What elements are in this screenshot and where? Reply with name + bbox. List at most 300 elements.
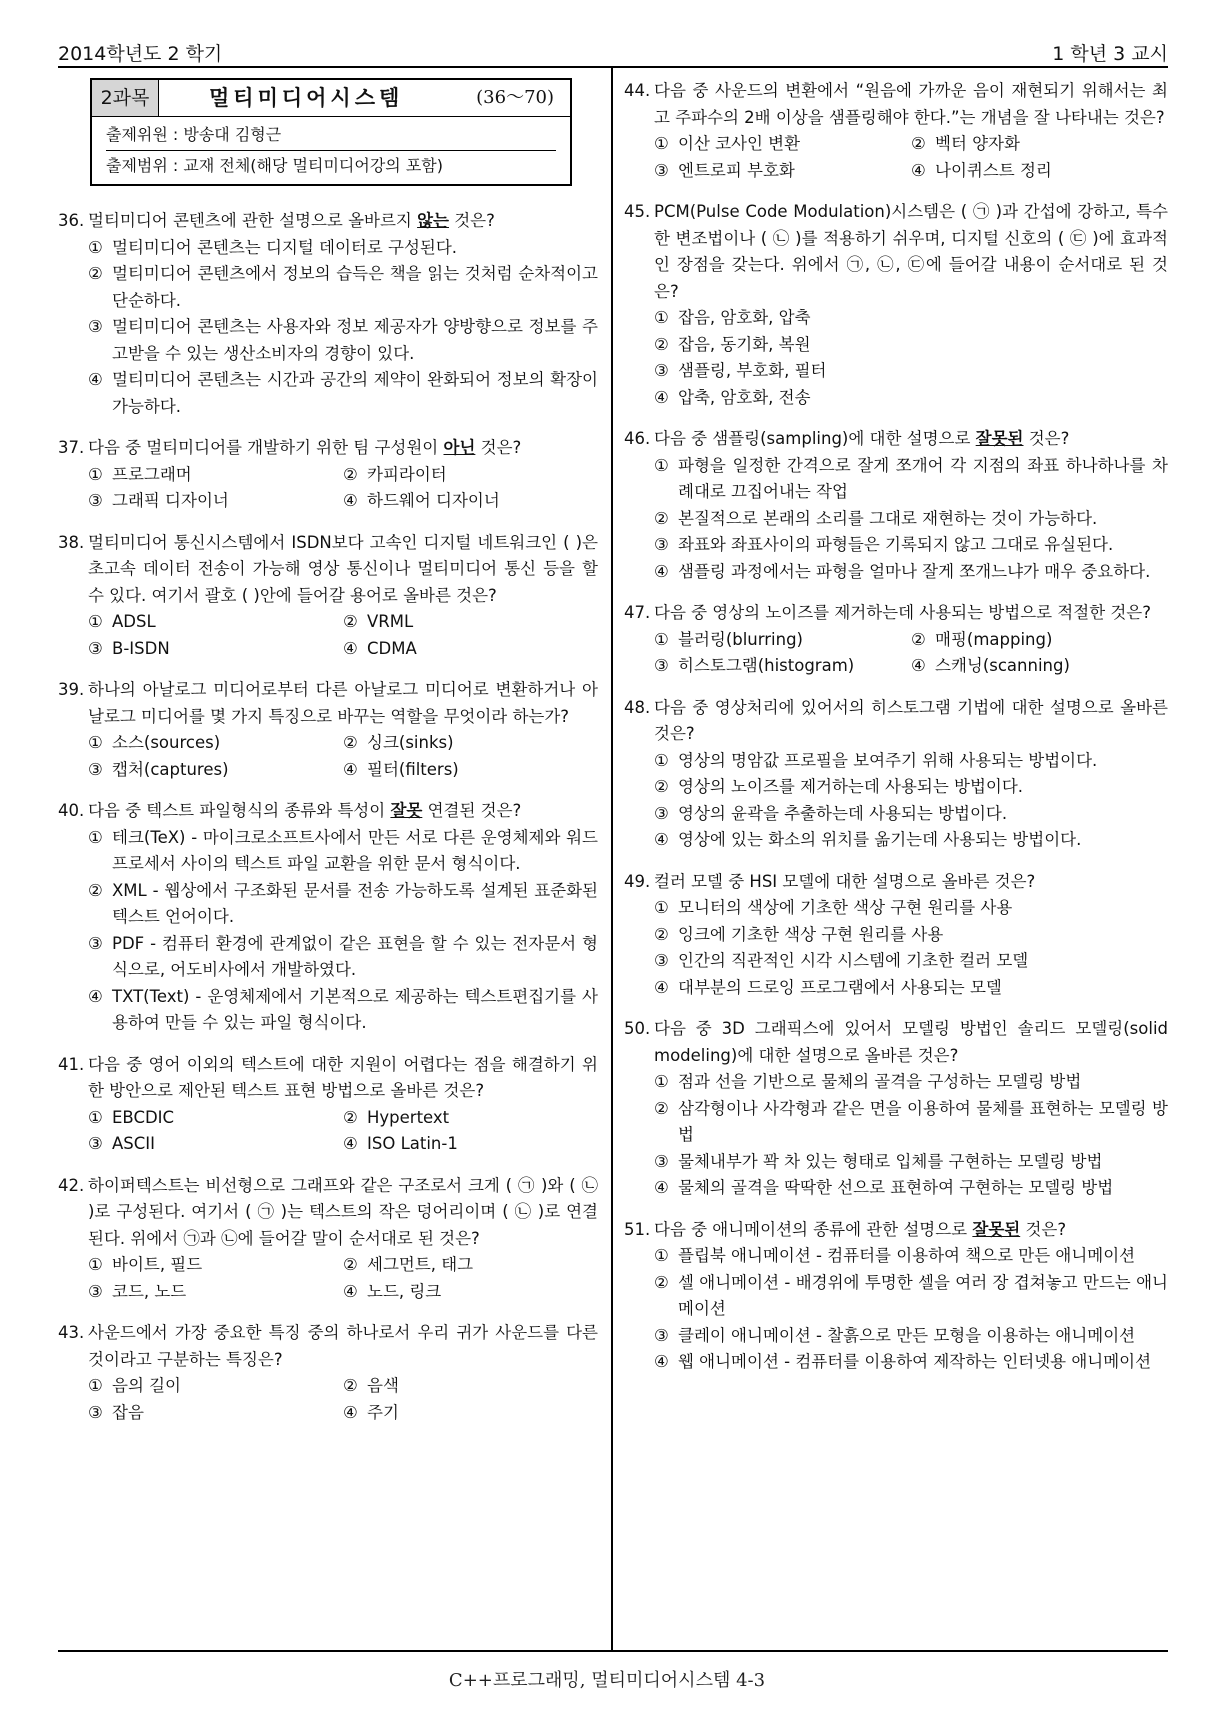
question-number: 40. (58, 801, 85, 820)
question-text-main: 하나의 아날로그 미디어로부터 다른 아날로그 미디어로 변환하거나 아날로그 미디어를 몇 가지 특징으로 바꾸는 역할을 무엇이라 하는가? (88, 680, 598, 726)
answer-option (343, 462, 598, 489)
option-text: 영상의 윤곽을 추출하는데 사용되는 방법이다. (678, 803, 1008, 823)
question-47 (624, 600, 1168, 680)
question-stem (624, 1217, 1168, 1244)
option-marker: ② (343, 1107, 358, 1127)
question-number: 44. (624, 81, 651, 100)
option-text: 주기 (367, 1402, 399, 1422)
option-marker: ① (88, 1376, 103, 1395)
period-label: 1 학년 3 교시 (1052, 43, 1168, 65)
answer-options (624, 1243, 1168, 1376)
question-stem (624, 600, 1168, 627)
question-number: 41. (58, 1054, 85, 1074)
option-text: 멀티미디어 콘텐츠는 시간과 공간의 제약이 완화되어 정보의 확장이 가능하다. (112, 370, 598, 416)
option-text: 음색 (367, 1376, 399, 1395)
question-number: 50. (624, 1019, 651, 1038)
question-text (654, 695, 1168, 748)
option-marker: ② (88, 264, 103, 283)
option-text: 세그먼트, 태그 (367, 1255, 474, 1274)
option-marker: ③ (88, 933, 103, 953)
option-marker: ① (654, 134, 669, 153)
footer-rule (58, 1650, 1168, 1652)
answer-option (654, 774, 1168, 801)
option-marker: ④ (343, 638, 358, 658)
question-39 (58, 677, 598, 783)
question-37 (58, 435, 598, 515)
question-text-main: 하이퍼텍스트는 비선형으로 그래프와 같은 구조로서 크게 ( ㉠ )와 ( ㉡ )로 구성된다. 여기서 ( ㉠ )는 텍스트의 작은 덩어리이며 ( ㉡ )로 연결된다. 위에서 ㉠과 ㉡에 들어갈 말이 순서대로 된 것은? (88, 1175, 598, 1248)
question-stem (624, 78, 1168, 131)
question-number: 36. (58, 211, 85, 230)
option-text: 멀티미디어 콘텐츠는 디지털 데이터로 구성된다. (112, 237, 458, 257)
question-text-main: 다음 중 샘플링(sampling)에 대한 설명으로 (654, 429, 976, 448)
question-text-main: 다음 중 영어 이외의 텍스트에 대한 지원이 어렵다는 점을 해결하기 위한 방안으로 제안된 텍스트 표현 방법으로 올바른 것은? (88, 1054, 598, 1100)
answer-option (654, 131, 911, 158)
question-text (88, 798, 598, 825)
option-marker: ② (654, 1272, 669, 1292)
answer-option (654, 506, 1168, 533)
question-stem (624, 426, 1168, 453)
question-number: 37. (58, 438, 85, 457)
question-text (654, 1217, 1168, 1244)
question-stem (58, 208, 598, 235)
option-text: 엔트로피 부호화 (678, 160, 795, 180)
option-text: ASCII (112, 1134, 156, 1153)
option-text: 물체내부가 꽉 차 있는 형태로 입체를 구현하는 모델링 방법 (678, 1151, 1103, 1171)
answer-option (343, 1279, 598, 1306)
question-stem (58, 798, 598, 825)
answer-option (88, 931, 598, 984)
option-text: 코드, 노드 (112, 1281, 187, 1301)
option-marker: ④ (343, 1402, 358, 1422)
question-number: 48. (624, 697, 651, 717)
option-text: 점과 선을 기반으로 물체의 골격을 구성하는 모델링 방법 (678, 1072, 1082, 1091)
option-text: ADSL (112, 612, 156, 631)
question-text (88, 208, 598, 235)
left-column (58, 78, 598, 1441)
answer-option (654, 653, 911, 680)
answer-option (88, 757, 343, 784)
option-marker: ① (654, 1072, 669, 1091)
answer-option (911, 131, 1168, 158)
option-text: 벡터 양자화 (935, 134, 1020, 153)
option-text: 매핑(mapping) (935, 629, 1053, 649)
option-text: 영상의 명암값 프로필을 보여주기 위해 사용되는 방법이다. (678, 750, 1098, 770)
answer-option (343, 757, 598, 784)
subject-tag: 2과목 (92, 80, 159, 116)
page-header (58, 34, 1168, 66)
option-marker: ④ (343, 759, 358, 779)
option-marker: ① (88, 733, 103, 752)
answer-option (911, 653, 1168, 680)
answer-option (343, 1105, 598, 1132)
option-text: B-ISDN (112, 638, 170, 658)
answer-option (88, 367, 598, 420)
answer-option (343, 1400, 598, 1427)
question-text (654, 78, 1168, 131)
option-text: TXT(Text) - 운영체제에서 기본적으로 제공하는 텍스트편집기를 사용하여 만들 수 있는 파일 형식이다. (112, 986, 598, 1032)
question-40 (58, 798, 598, 1037)
option-text: 모니터의 색상에 기초한 색상 구현 원리를 사용 (678, 898, 1013, 917)
answer-option (654, 1096, 1168, 1149)
answer-option (343, 609, 598, 636)
answer-option (88, 878, 598, 931)
question-text-end: 연결된 것은? (422, 801, 522, 820)
question-stem (58, 1173, 598, 1253)
question-text-end: 것은? (1023, 429, 1070, 448)
option-marker: ③ (88, 317, 103, 336)
option-marker: ④ (88, 370, 103, 389)
answer-option (343, 1373, 598, 1400)
option-text: 하드웨어 디자이너 (367, 491, 500, 510)
question-text-main: 다음 중 영상의 노이즈를 제거하는데 사용되는 방법으로 적절한 것은? (654, 603, 1152, 622)
answer-options (624, 131, 1168, 184)
option-text: 본질적으로 본래의 소리를 그대로 재현하는 것이 가능하다. (678, 508, 1098, 528)
answer-options (624, 305, 1168, 411)
question-number: 49. (624, 871, 651, 891)
question-text (88, 435, 598, 462)
question-text-main: PCM(Pulse Code Modulation)시스템은 ( ㉠ )과 간섭에 강하고, 특수한 변조법이나 ( ㉡ )를 적용하기 쉬우며, 디지털 신호의 ( ㉢ )에 효과적인 장점을 갖는다. 위에서 ㉠, ㉡, ㉢에 들어갈 내용이 순서대로 된 것은? (654, 202, 1168, 301)
option-marker: ③ (654, 1325, 669, 1345)
option-text: PDF - 컴퓨터 환경에 관계없이 같은 표현을 할 수 있는 전자문서 형식으로, 어도비사에서 개발하였다. (112, 933, 598, 979)
option-text: 잡음, 동기화, 복원 (678, 334, 811, 354)
question-38 (58, 530, 598, 663)
option-marker: ② (343, 1255, 358, 1274)
question-number: 47. (624, 603, 651, 622)
option-text: 영상에 있는 화소의 위치를 옮기는데 사용되는 방법이다. (678, 830, 1082, 849)
question-stem (624, 869, 1168, 896)
question-emphasis: 않는 (417, 211, 449, 230)
option-text: 캡처(captures) (112, 759, 229, 779)
question-44 (624, 78, 1168, 184)
option-text: 그래픽 디자이너 (112, 491, 229, 510)
option-text: 플립북 애니메이션 - 컴퓨터를 이용하여 책으로 만든 애니메이션 (678, 1246, 1136, 1265)
question-stem (58, 530, 598, 610)
option-marker: ② (911, 629, 926, 649)
answer-option (654, 1175, 1168, 1202)
option-text: 히스토그램(histogram) (678, 656, 855, 675)
question-43 (58, 1320, 598, 1426)
answer-option (654, 922, 1168, 949)
option-marker: ③ (88, 1281, 103, 1301)
option-text: 멀티미디어 콘텐츠는 사용자와 정보 제공자가 양방향으로 정보를 주고받을 수 있는 생산소비자의 경향이 있다. (112, 317, 598, 363)
question-stem (58, 1320, 598, 1373)
option-marker: ① (654, 455, 669, 475)
question-text-main: 다음 중 텍스트 파일형식의 종류와 특성이 (88, 801, 391, 820)
option-text: 싱크(sinks) (367, 733, 454, 752)
answer-option (654, 748, 1168, 775)
option-marker: ② (343, 464, 358, 484)
question-number: 39. (58, 680, 85, 699)
option-text: 스캐닝(scanning) (935, 656, 1070, 675)
option-marker: ③ (654, 535, 669, 554)
option-marker: ③ (654, 656, 669, 675)
subject-box (90, 78, 572, 186)
option-marker: ④ (911, 160, 926, 180)
question-46 (624, 426, 1168, 585)
answer-options (58, 462, 598, 515)
question-number: 45. (624, 202, 651, 221)
question-text (88, 1320, 598, 1373)
question-text (88, 1052, 598, 1105)
option-marker: ③ (654, 951, 669, 970)
answer-option (88, 261, 598, 314)
option-text: 샘플링, 부호화, 필터 (678, 361, 827, 380)
answer-options (58, 1105, 598, 1158)
question-number: 38. (58, 532, 85, 552)
answer-option (654, 158, 911, 185)
option-text: 셀 애니메이션 - 배경위에 투명한 셀을 여러 장 겹쳐놓고 만드는 애니메이션 (678, 1272, 1168, 1318)
answer-options (58, 609, 598, 662)
question-text (654, 600, 1168, 627)
option-marker: ② (654, 777, 669, 796)
question-stem (624, 199, 1168, 305)
option-text: 나이퀴스트 정리 (935, 160, 1052, 180)
answer-option (343, 488, 598, 515)
question-text-end: 것은? (1020, 1219, 1067, 1239)
answer-option (88, 462, 343, 489)
answer-option (654, 532, 1168, 559)
option-marker: ① (654, 898, 669, 917)
column-divider (611, 67, 613, 1650)
option-marker: ② (911, 134, 926, 153)
answer-options (58, 1252, 598, 1305)
answer-option (654, 948, 1168, 975)
option-marker: ② (654, 508, 669, 528)
question-text-main: 다음 중 사운드의 변환에서 “원음에 가까운 음이 재현되기 위해서는 최고 주파수의 2배 이상을 샘플링해야 한다.”는 개념을 잘 나타내는 것은? (654, 81, 1168, 127)
option-text: 멀티미디어 콘텐츠에서 정보의 습득은 책을 읽는 것처럼 순차적이고 단순하다. (112, 264, 598, 310)
question-text-main: 다음 중 3D 그래픽스에 있어서 모델링 방법인 솔리드 모델링(solid modeling)에 대한 설명으로 올바른 것은? (654, 1019, 1168, 1065)
option-marker: ④ (343, 1281, 358, 1301)
option-text: EBCDIC (112, 1107, 175, 1127)
answer-options (624, 1069, 1168, 1202)
option-marker: ① (654, 308, 669, 327)
option-marker: ③ (654, 1151, 669, 1171)
question-text (88, 1173, 598, 1253)
answer-option (343, 636, 598, 663)
question-text (654, 869, 1168, 896)
option-text: 카피라이터 (367, 464, 447, 484)
question-number: 46. (624, 429, 651, 448)
answer-option (911, 627, 1168, 654)
question-stem (58, 1052, 598, 1105)
option-text: VRML (367, 612, 414, 631)
option-marker: ③ (88, 759, 103, 779)
question-number: 42. (58, 1175, 85, 1195)
option-text: ISO Latin-1 (367, 1134, 458, 1153)
option-text: Hypertext (367, 1107, 450, 1127)
question-text-main: 멀티미디어 통신시스템에서 ISDN보다 고속인 디지털 네트워크인 ( )은 초고속 데이터 전송이 가능해 영상 통신이나 멀티미디어 통신 등을 할 수 있다. 여기서 괄호 ( )안에 들어갈 용어로 올바른 것은? (88, 532, 598, 605)
question-text-main: 멀티미디어 콘텐츠에 관한 설명으로 올바르지 (88, 211, 418, 230)
option-text: 음의 길이 (112, 1376, 182, 1395)
question-number: 51. (624, 1219, 651, 1239)
question-51 (624, 1217, 1168, 1376)
answer-option (654, 1069, 1168, 1096)
option-text: 이산 코사인 변환 (678, 134, 801, 153)
option-marker: ④ (654, 1352, 669, 1371)
answer-option (654, 305, 1168, 332)
answer-options (58, 825, 598, 1037)
option-marker: ② (654, 334, 669, 354)
answer-option (343, 1252, 598, 1279)
question-text-main: 다음 중 영상처리에 있어서의 히스토그램 기법에 대한 설명으로 올바른 것은? (654, 697, 1168, 743)
answer-option (654, 385, 1168, 412)
answer-option (654, 975, 1168, 1002)
option-text: 영상의 노이즈를 제거하는데 사용되는 방법이다. (678, 777, 1024, 796)
option-text: XML - 웹상에서 구조화된 문서를 전송 가능하도록 설계된 표준화된 텍스트 언어이다. (112, 880, 598, 926)
subject-authors: 출제위원 : 방송대 김형근 (106, 125, 282, 144)
header-rule (58, 66, 1168, 68)
option-text: 물체의 골격을 딱딱한 선으로 표현하여 구현하는 모델링 방법 (678, 1178, 1114, 1197)
answer-options (58, 235, 598, 421)
subject-range: (36～70) (476, 86, 554, 108)
option-marker: ① (88, 237, 103, 257)
answer-option (911, 158, 1168, 185)
option-marker: ④ (911, 656, 926, 675)
question-48 (624, 695, 1168, 854)
option-marker: ② (654, 924, 669, 944)
option-marker: ① (654, 1246, 669, 1265)
question-emphasis: 아닌 (443, 438, 476, 457)
option-marker: ④ (654, 977, 669, 997)
subject-scope: 출제범위 : 교재 전체(해당 멀티미디어강의 포함) (106, 150, 556, 181)
page-footer: C++프로그래밍, 멀티미디어시스템 4-3 (448, 1670, 766, 1691)
option-marker: ③ (88, 1402, 103, 1422)
answer-options (624, 748, 1168, 854)
question-text-main: 다음 중 애니메이션의 종류에 관한 설명으로 (654, 1219, 973, 1239)
option-marker: ① (654, 629, 669, 649)
question-49 (624, 869, 1168, 1002)
option-text: 잡음, 암호화, 압축 (678, 308, 811, 327)
question-41 (58, 1052, 598, 1158)
question-stem (58, 677, 598, 730)
answer-options (624, 453, 1168, 586)
option-marker: ③ (654, 803, 669, 823)
option-text: 필터(filters) (367, 759, 459, 779)
answer-option (88, 235, 598, 262)
answer-option (88, 1373, 343, 1400)
answer-option (88, 488, 343, 515)
option-text: 웹 애니메이션 - 컴퓨터를 이용하여 제작하는 인터넷용 애니메이션 (678, 1352, 1152, 1371)
option-text: 대부분의 드로잉 프로그램에서 사용되는 모델 (678, 977, 1002, 997)
option-marker: ① (654, 750, 669, 770)
question-text-main: 컬러 모델 중 HSI 모델에 대한 설명으로 올바른 것은? (654, 871, 1036, 891)
question-42 (58, 1173, 598, 1306)
option-text: 블러링(blurring) (678, 629, 803, 649)
option-text: 바이트, 필드 (112, 1255, 203, 1274)
option-text: 좌표와 좌표사이의 파형들은 기록되지 않고 그대로 유실된다. (678, 535, 1114, 554)
option-text: 압축, 암호화, 전송 (678, 387, 811, 407)
answer-option (88, 609, 343, 636)
option-text: 노드, 링크 (367, 1281, 442, 1301)
question-number: 43. (58, 1323, 85, 1342)
question-stem (58, 435, 598, 462)
option-marker: ③ (88, 638, 103, 658)
answer-option (88, 314, 598, 367)
subject-name: 멀티미디어시스템 (209, 85, 404, 110)
answer-option (88, 1400, 343, 1427)
option-marker: ① (88, 827, 103, 847)
option-text: 잉크에 기초한 색상 구현 원리를 사용 (678, 924, 944, 944)
question-emphasis: 잘못 (390, 801, 423, 820)
option-marker: ② (343, 733, 358, 752)
answer-options (58, 730, 598, 783)
question-text (654, 199, 1168, 305)
option-marker: ③ (88, 491, 103, 510)
question-emphasis: 잘못된 (972, 1219, 1021, 1239)
option-marker: ③ (654, 361, 669, 380)
answer-option (343, 730, 598, 757)
answer-option (654, 801, 1168, 828)
option-marker: ① (88, 1255, 103, 1274)
answer-option (343, 1131, 598, 1158)
answer-option (654, 627, 911, 654)
option-marker: ④ (654, 830, 669, 849)
answer-options (624, 895, 1168, 1001)
question-stem (624, 695, 1168, 748)
option-marker: ④ (88, 986, 103, 1006)
question-text (654, 426, 1168, 453)
answer-option (88, 1252, 343, 1279)
question-text-main: 다음 중 멀티미디어를 개발하기 위한 팀 구성원이 (88, 438, 444, 457)
option-marker: ④ (654, 1178, 669, 1197)
answer-option (654, 1349, 1168, 1376)
answer-option (654, 1149, 1168, 1176)
option-marker: ① (88, 612, 103, 631)
question-emphasis: 잘못된 (975, 429, 1024, 448)
option-text: 프로그래머 (112, 464, 192, 484)
subject-title (159, 85, 570, 112)
option-text: 파형을 일정한 간격으로 잘게 쪼개어 각 지점의 좌표 하나하나를 차례대로 끄집어내는 작업 (678, 455, 1168, 501)
semester-label: 2014학년도 2 학기 (58, 43, 223, 65)
answer-option (654, 559, 1168, 586)
option-text: 소스(sources) (112, 733, 221, 752)
answer-option (88, 984, 598, 1037)
answer-option (88, 636, 343, 663)
option-marker: ③ (88, 1134, 103, 1153)
question-text-end: 것은? (448, 211, 495, 230)
answer-option (88, 1131, 343, 1158)
option-text: 테크(TeX) - 마이크로소프트사에서 만든 서로 다른 운영체제와 워드 프로세서 사이의 텍스트 파일 교환을 위한 문서 형식이다. (112, 827, 598, 873)
question-text-main: 사운드에서 가장 중요한 특징 중의 하나로서 우리 귀가 사운드를 다른 것이라고 구분하는 특징은? (88, 1323, 598, 1369)
answer-options (58, 1373, 598, 1426)
answer-option (654, 895, 1168, 922)
answer-option (654, 1270, 1168, 1323)
question-text (88, 530, 598, 610)
option-text: 샘플링 과정에서는 파형을 얼마나 잘게 쪼개느냐가 매우 중요하다. (678, 561, 1151, 581)
option-marker: ② (88, 880, 103, 900)
option-marker: ② (343, 1376, 358, 1395)
option-marker: ④ (343, 1134, 358, 1153)
option-text: 삼각형이나 사각형과 같은 면을 이용하여 물체를 표현하는 모델링 방법 (678, 1098, 1168, 1144)
question-text (88, 677, 598, 730)
answer-option (654, 827, 1168, 854)
option-marker: ④ (343, 491, 358, 510)
question-50 (624, 1016, 1168, 1202)
option-text: 인간의 직관적인 시각 시스템에 기초한 컬러 모델 (678, 951, 1029, 970)
answer-options (624, 627, 1168, 680)
answer-option (88, 825, 598, 878)
option-marker: ④ (654, 387, 669, 407)
option-marker: ② (343, 612, 358, 631)
option-text: CDMA (367, 638, 417, 658)
option-text: 클레이 애니메이션 - 찰흙으로 만든 모형을 이용하는 애니메이션 (678, 1325, 1136, 1345)
question-text-end: 것은? (475, 438, 522, 457)
option-marker: ② (654, 1098, 669, 1118)
question-text (654, 1016, 1168, 1069)
answer-option (654, 1323, 1168, 1350)
question-36 (58, 208, 598, 420)
answer-option (654, 1243, 1168, 1270)
